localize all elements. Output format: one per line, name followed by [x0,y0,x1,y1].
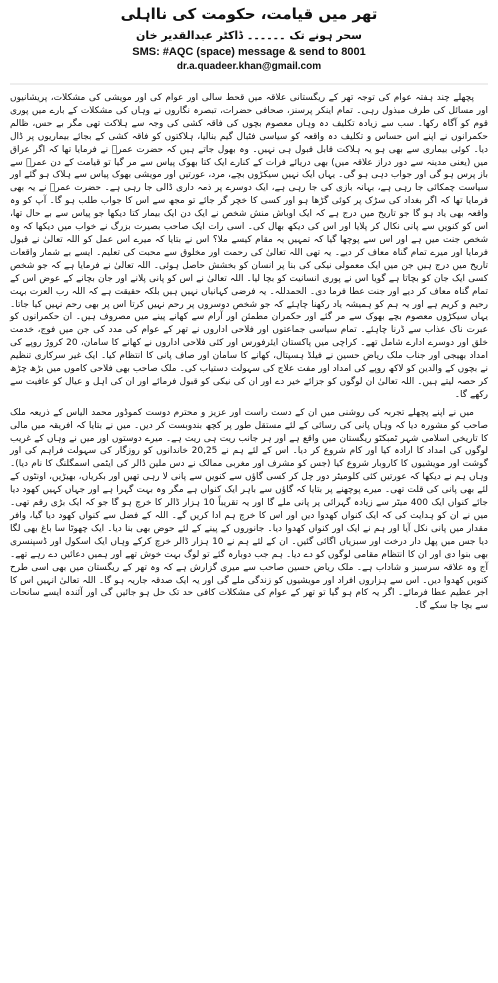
column-body [10,92,488,613]
column-title: تھر میں قیامت، حکومت کی نااہلی [120,5,378,23]
column-header [10,5,488,73]
paragraph-2: میں نے اپنے پچھلے تجربہ کی روشنی میں ان کے دست راست اور عزیز و محترم دوست کموڈور محمد الیاس کے ذریعہ ملک صاحب کو مشورہ دیا کہ وہاں پانی کی رسائی کے لئے مستقل طور پر کچھ بندوبست کر دیں۔ میں نے بتایا کہ افریقہ میں مالی کا تاریخی اسلامی شہر ٹمبکٹو ریگستان میں واقع ہے اور ہر جانب ریت ہی ریت ہے۔ میرے دوستوں اور میں نے وہاں کے غریب لوگوں کی امداد کا ارادہ کیا اور کام شروع کر دیا۔ اس کے لئے ہم نے 20,25 خاندانوں کو روزگار کی سہولت فراہم کی اور گوشت اور مویشیوں کا کاروبار شروع کیا (جس کو مشرف اور مغربی ممالک نے دس ملین ڈالر کی ایٹمی اسمگلنگ کا نام دیا)۔ وہاں ہم نے دیکھا کہ عورتیں کئی کلومیٹر دور چل کر کسی گاؤں سے کنویں سے پانی لا رہی تھیں اور بکریاں، بھیڑیں، اونٹوں کے لئے بھی پانی کی قلت تھی۔ میرے پوچھنے پر بتایا کہ گاؤں سے باہر ایک کنواں ہے مگر وہ بہت گہرا ہے اور جہاں کہیں کھود دیا جائے کنواں ایک 400 میٹر سے زیادہ گہرائی پر پانی ملے گا اور یہ تقریباً 10 ہزار ڈالر کا خرچ ہو گا جو کہ ایک بڑی رقم تھی۔ میں نے ان کو ہدایت کی کہ ایک کنواں کھدوا دیں اور اس کا خرچ ہم ادا کریں گے۔ اللہ کے فضل سے کنواں کھود دیا گیا، وافر مقدار میں پانی نکل آیا اور ہم نے ایک اور کنواں کھدوا دیا۔ جانوروں کے پینے کے لئے حوض بھی بنا دیا۔ ایک چھوٹا سا باغ بھی لگا دیا جس میں پھل دار درخت اور سبزیاں اگائی گئیں۔ ان کے لئے ہم نے 10 ہزار ڈالر خرچ کرکے وہاں ایک اسکول اور ڈسپنسری بھی بنوا دی اور ان کا انتظام مقامی لوگوں کو دے دیا۔ ہم جب دوبارہ گئے تو لوگ بہت خوش تھے اور ہمیں دعائیں دے رہے تھے۔ آج وہ علاقہ سرسبز و شاداب ہے۔ ملک ریاض حسین صاحب سے میری گزارش ہے کہ وہ تھر کے ریگستان میں بھی اسی طرح کنویں کھدوا دیں۔ اس سے ہزاروں افراد اور مویشیوں کو زندگی ملے گی اور یہ ایک صدقہ جاریہ ہو گا۔ اللہ تعالیٰ انہیں اس کا اجر عظیم عطا فرمائے۔ اگر یہ کام ہو گیا تو تھر کے عوام کی مشکلات کافی حد تک حل ہو جائیں گی اور آئندہ ایسے سانحات سے بچا جا سکے گا۔ [10,407,488,612]
author-email: dr.a.quadeer.khan@gmail.com [176,61,322,72]
paragraph-1: پچھلے چند ہفتہ عوام کی توجہ تھر کے ریگستانی علاقہ میں قحط سالی اور عوام کی اور مویشی کی مشکلات، پریشانیوں اور مسائل کی طرف مبذول رہی۔ تمام اینکر پرسنز، صحافی حضرات، تبصرہ نگاروں نے وہاں کی مشکلات کے بارے میں پوری قوم کو آگاہ رکھا۔ سب سے زیادہ تکلیف دہ وہاں معصوم بچوں کی فاقہ کشی کی وجہ سے ہلاکت تھی مگر بے حس، ظالم حکمرانوں نے اپنے اس حساس و تکلیف دہ واقعہ کو سیاسی فٹبال گیم بنالیا، ہلاکتوں کو فاقہ کشی کے بجائے بیماریوں پر ڈال دیا۔ کوئی بیماری سے بھی ہو یہ ہلاکت قابل قبول ہی نہیں۔ وہ بھول جاتے ہیں کہ حضرت عمرؓ نے فرمایا تھا کہ اگر عراق میں (یعنی مدینہ سے دور دراز علاقہ میں) بھی دریائے فرات کے کنارے ایک کتا بھوک پیاس سے مر گیا تو قیامت کے دن عمرؓ سے باز پرس ہو گی اور جواب دہی ہو گی۔ یہاں ایک نہیں سیکڑوں بچے، مرد، عورتیں اور مویشی بھوک پیاس سے ہلاک ہو گئے اور سیاست چمکائی جا رہی ہے، بہانہ بازی کی جا رہی ہے، ایک دوسرے پر ذمہ داری ڈالی جا رہی ہے۔ حضرت عمرؓ نے یہ بھی فرمایا تھا کہ اگر بغداد کی سڑک پر کوئی گڑھا ہو اور کسی کا خچر گر جائے تو مجھ سے اس کا جواب طلب ہو گا۔ آپ کو وہ واقعہ بھی یاد ہو گا جو تاریخ میں درج ہے کہ ایک اوباش منش شخص نے ایک دن ایک بیمار کتا دیکھا جو پیاس سے بے حال تھا، اس کو کنویں سے پانی نکال کر پلایا اور اس کی دیکھ بھال کی۔ اسی رات ایک صاحب بصیرت بزرگ نے خواب میں دیکھا کہ وہ شخص جنت میں ہے اور اس سے پوچھا گیا کہ تمہیں یہ مقام کیسے ملا؟ اس نے بتایا کہ میرے اس عمل کو اللہ تعالیٰ نے قبول فرمایا اور میرے تمام گناہ معاف کر دیے۔ یہ تھی اللہ تعالیٰ کی رحمت اور مخلوق سے محبت کی تعلیم۔ ایسے بے شمار واقعات تاریخ میں درج ہیں جن میں ایک معمولی نیکی کی بنا پر انسان کو بخشش حاصل ہوئی۔ اللہ تعالیٰ نے فرمایا ہے کہ جو شخص کسی ایک جان کو بچاتا ہے گویا اس نے پوری انسانیت کو بچا لیا۔ اللہ تعالیٰ نے اس کو پانی پلانے اور جان بچانے کے عوض اس کے تمام گناہ معاف کر دیے اور جنت عطا فرما دی۔ الحمدللہ۔ یہ فرضی کہانیاں نہیں ہیں بلکہ حقیقت ہے کہ اللہ رب العزت بہت رحیم و کریم ہے اور یہ ہم کو ہمیشہ یاد رکھنا چاہئے کہ جو شخص دوسروں پر رحم نہیں کرتا اس پر بھی رحم نہیں کیا جاتا۔ یہاں سیکڑوں معصوم بچے بھوک سے مر گئے اور حکمران مطمئن اور آرام سے کھانے پینے میں مصروف ہیں۔ ان حکمرانوں کو عبرت ناک عذاب سے ڈرنا چاہئے۔ تمام سیاسی جماعتوں اور فلاحی اداروں نے تھر کے عوام کی مدد کی جن میں فوج، خدمت خلق اور دوسرے ادارے شامل تھے۔ کراچی میں پاکستان ایئرفورس اور کئی فلاحی اداروں نے کھانے کا سامان، 20 کروڑ روپے کی امداد بھیجی اور جناب ملک ریاض حسین نے فیلڈ ہسپتال، کھانے کا سامان اور صاف پانی کا انتظام کیا۔ ایک غیر سرکاری تنظیم نے بچوں کے والدین کو لاکھ روپے کی امداد اور مفت علاج کی سہولت دستیاب کی۔ ملک صاحب بھی فلاحی کاموں میں بڑھ چڑھ کر حصہ لیتے ہیں۔ اللہ تعالیٰ ان لوگوں کو جزائے خیر دے اور ان کی نیکی کو قبول فرمائے اور ان کی اہل و عیال کو عافیت سے رکھے گا۔ [10,93,488,400]
column-byline: سحر ہونے تک ۔۔۔۔۔۔ ڈاکٹر عبدالقدیر خان [136,29,362,42]
header-divider [10,80,488,88]
sms-instructions: SMS: #AQC (space) message & send to 8001 [132,46,366,58]
